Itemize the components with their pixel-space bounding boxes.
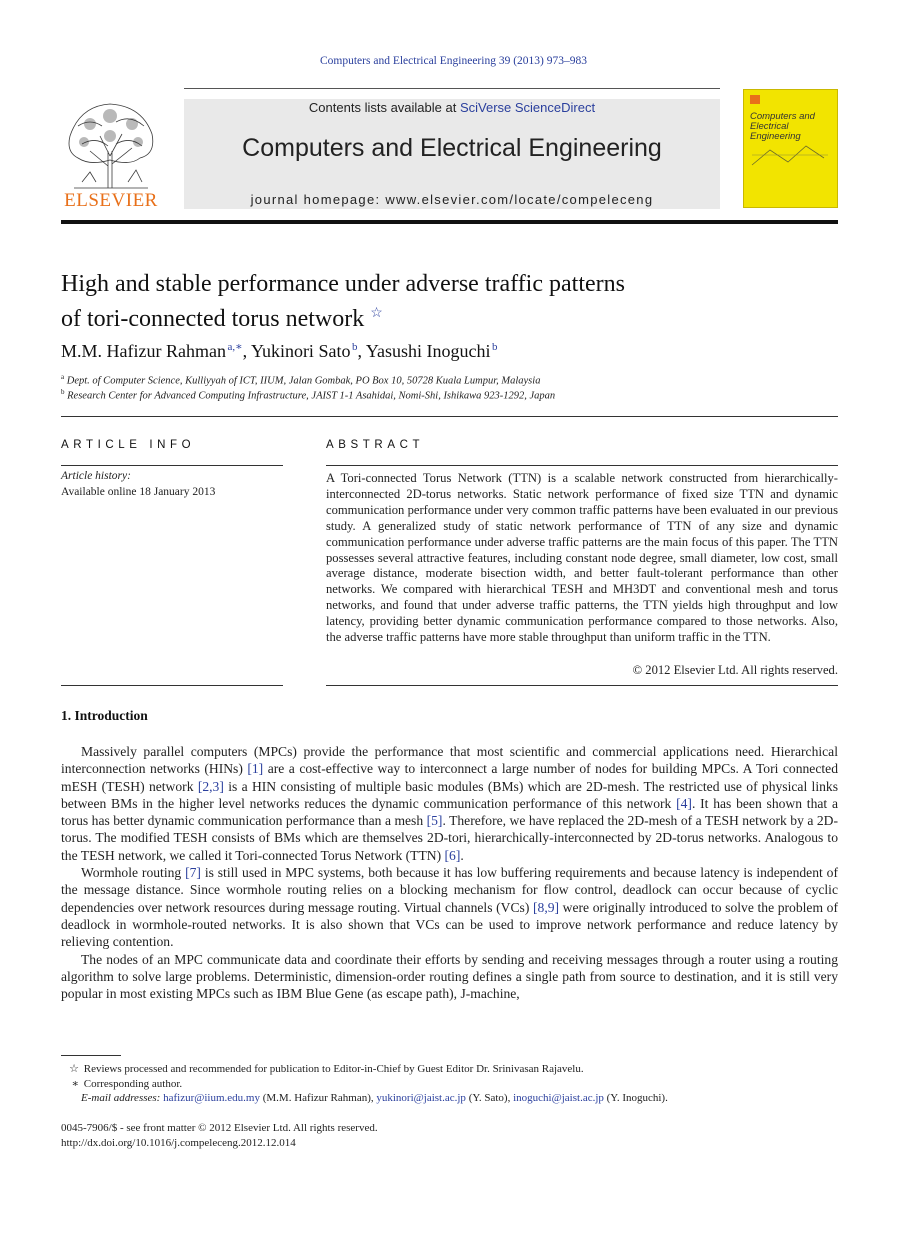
introduction-heading: 1. Introduction — [61, 708, 148, 723]
author-affil-marks[interactable]: b — [351, 341, 358, 353]
email-owner: (M.M. Hafizur Rahman), — [259, 1092, 377, 1104]
footnote-rule — [61, 1055, 121, 1056]
author-separator: , — [357, 341, 366, 361]
email-owner: (Y. Sato), — [465, 1092, 514, 1104]
abstract-heading: ABSTRACT — [326, 439, 425, 451]
affiliation-text: Research Center for Advanced Computing Infrastructure, JAIST 1-1 Asahidai, Nomi-Shi, Ishikawa 923-1292, Japan — [67, 390, 556, 402]
contents-prefix: Contents lists available at — [308, 100, 460, 115]
body-text-run: is still used in MPC systems, both because it has low buffering requirements and because latency is independent of the message distance. Since wormhole routing relies on a blocking mechanism for flow control, deadlock can occur because of cyclic dependencies over network resources during message routing. Virtual channels (VCs) — [61, 865, 838, 915]
article-info-rule — [61, 465, 283, 466]
citation-ref-link[interactable]: [6] — [444, 847, 461, 863]
homepage-url-link[interactable]: www.elsevier.com/locate/compeleceng — [385, 192, 654, 207]
journal-citation: Computers and Electrical Engineering 39 (2013) 973–983 — [320, 55, 587, 67]
citation-ref-link[interactable]: [5] — [426, 813, 443, 829]
article-history-value: Available online 18 January 2013 — [61, 486, 216, 498]
body-text-run: Massively parallel computers (MPCs) provide the performance that most scientific and commercial applications need. Hierarchical interconnection networks (HINs) — [61, 744, 838, 777]
article-info-heading: ARTICLE INFO — [61, 439, 196, 451]
doi-link[interactable]: http://dx.doi.org/10.1016/j.compeleceng.2012.12.014 — [61, 1137, 296, 1149]
abstract-copyright: © 2012 Elsevier Ltd. All rights reserved. — [632, 663, 838, 677]
body-text-run: is a HIN consisting of multiple basic modules (BMs) which are 2D-mesh. The restricted use of physical links between BMs in the higher level networks reduces the dynamic communication performance of this network — [61, 778, 838, 811]
body-text-run: . Therefore, we have replaced the 2D-mesh of a TESH network by a 2D-torus. The modified TESH consists of BMs which are themselves 2D-tori, hierarchically-interconnected by 2D-torus networks. Analogous to the TESH network, we called it Tori-connected Torus Network (TTN) — [61, 813, 839, 863]
author-list — [61, 340, 841, 362]
header-thick-rule — [61, 220, 838, 224]
affiliation-mark: b — [61, 388, 65, 396]
footnote-emails — [61, 1092, 861, 1104]
author-name[interactable]: Yasushi Inoguchi — [365, 341, 491, 361]
cover-circuit-graphic — [750, 140, 830, 170]
title-footnote-star[interactable]: ☆ — [370, 306, 383, 321]
author-name[interactable]: M.M. Hafizur Rahman — [61, 341, 226, 361]
author-affil-marks[interactable]: b — [492, 341, 498, 353]
author-name[interactable]: Yukinori Sato — [250, 341, 351, 361]
body-text-run: The nodes of an MPC communicate data and coordinate their efforts by sending and receiving messages through a router using a routing algorithm to solve large problems. Deterministic, dimension-order routing defines a single path from source to destination, and it is still very popular in most existing MPCs such as IBM Blue Gene (as escape path), J-machine, — [61, 951, 838, 1002]
title-line-2: of tori-connected torus network — [61, 306, 365, 332]
article-info-bottom-rule — [61, 685, 283, 686]
abstract-rule — [326, 465, 838, 466]
article-history-label: Article history: — [61, 470, 131, 482]
citation-ref-link[interactable]: [4] — [676, 795, 692, 811]
introduction-body — [61, 743, 838, 1002]
homepage-prefix: journal homepage: — [250, 192, 386, 207]
title-line-1: High and stable performance under adverse traffic patterns — [61, 271, 625, 297]
email-owner: (Y. Inoguchi). — [603, 1092, 668, 1104]
author-separator: , — [242, 341, 251, 361]
journal-title: Computers and Electrical Engineering — [242, 134, 662, 162]
footnote-corr-text: Corresponding author. — [83, 1078, 183, 1090]
journal-homepage — [184, 192, 720, 207]
footnote-corresponding — [61, 1077, 841, 1090]
footnote-star-symbol: ☆ — [69, 1063, 79, 1075]
citation-ref-link[interactable]: [2,3] — [197, 778, 224, 794]
email-link[interactable]: inoguchi@jaist.ac.jp — [513, 1092, 604, 1104]
body-text-run: are a cost-effective way to interconnect a large number of nodes for building MPCs. A Tori connected mESH (TESH) network — [61, 761, 838, 794]
elsevier-wordmark: ELSEVIER — [64, 190, 158, 211]
footnote-review — [61, 1062, 841, 1075]
email-link[interactable]: yukinori@jaist.ac.jp — [376, 1092, 466, 1104]
footnote-review-text: Reviews processed and recommended for publication to Editor-in-Chief by Guest Editor Dr. Srinivasan Rajavelu. — [83, 1063, 584, 1075]
body-paragraph — [61, 951, 838, 1003]
body-paragraph — [61, 864, 838, 950]
email-link[interactable]: hafizur@iium.edu.my — [163, 1092, 260, 1104]
abstract-text: A Tori-connected Torus Network (TTN) is a scalable network constructed from hierarchically-interconnected 2D-torus networks. Static network performance of fixed size TTN and dynamic communication performance under very common traffic patterns have been evaluated in our previous study. A generalized study of static network performance of TTN of any size and dynamic communication performance under adverse traffic patterns are the main focus of this paper. The TTN possesses several attractive features, including constant node degree, small diameter, low cost, small average distance, moderate bisection width, and better fault-tolerant performance than other networks. We compared with hierarchical TESH and MH3DT and conventional mesh and torus networks, and found that under adverse traffic patterns, the TTN yields high throughput and low latency, providing better dynamic communication performance compared to those networks. Also, the adverse traffic patterns have more stable throughput than uniform traffic in the TTN. — [326, 471, 838, 645]
cover-title: Computers and Electrical Engineering — [750, 111, 815, 142]
affiliation-mark: a — [61, 373, 65, 381]
sciencedirect-link[interactable]: SciVerse ScienceDirect — [459, 100, 596, 115]
cover-publisher-mark — [750, 95, 760, 104]
email-label: E-mail addresses: — [81, 1092, 161, 1104]
body-text-run: . — [460, 847, 464, 863]
citation-ref-link[interactable]: [8,9] — [533, 899, 560, 915]
body-paragraph — [61, 743, 838, 864]
abstract-bottom-rule — [326, 685, 838, 686]
header-top-rule — [184, 88, 720, 89]
citation-ref-link[interactable]: [7] — [185, 865, 201, 881]
body-text-run: Wormhole routing — [81, 865, 186, 881]
affiliation-text: Dept. of Computer Science, Kulliyyah of ICT, IIUM, Jalan Gombak, PO Box 10, 50728 Kuala Lumpur, Malaysia — [66, 375, 541, 387]
citation-ref-link[interactable]: [1] — [247, 761, 264, 777]
affiliation-b — [61, 388, 841, 402]
article-title — [61, 270, 761, 334]
journal-cover-thumbnail — [743, 89, 838, 208]
body-text-run: . It has been shown that a torus has better dynamic communication performance than a mesh — [61, 795, 838, 829]
body-text-run: were originally introduced to solve the problem of deadlock in wormhole-routed networks. It is also shown that VCs can be used to improve network performance and reduce latency by relieving contention. — [61, 899, 838, 950]
section-divider — [61, 416, 838, 417]
contents-line — [184, 100, 720, 115]
footnote-corr-symbol: ∗ — [71, 1078, 79, 1090]
issn-line: 0045-7906/$ - see front matter © 2012 Elsevier Ltd. All rights reserved. — [61, 1122, 378, 1134]
affiliation-a — [61, 373, 841, 387]
author-affil-marks[interactable]: a,∗ — [227, 341, 243, 353]
